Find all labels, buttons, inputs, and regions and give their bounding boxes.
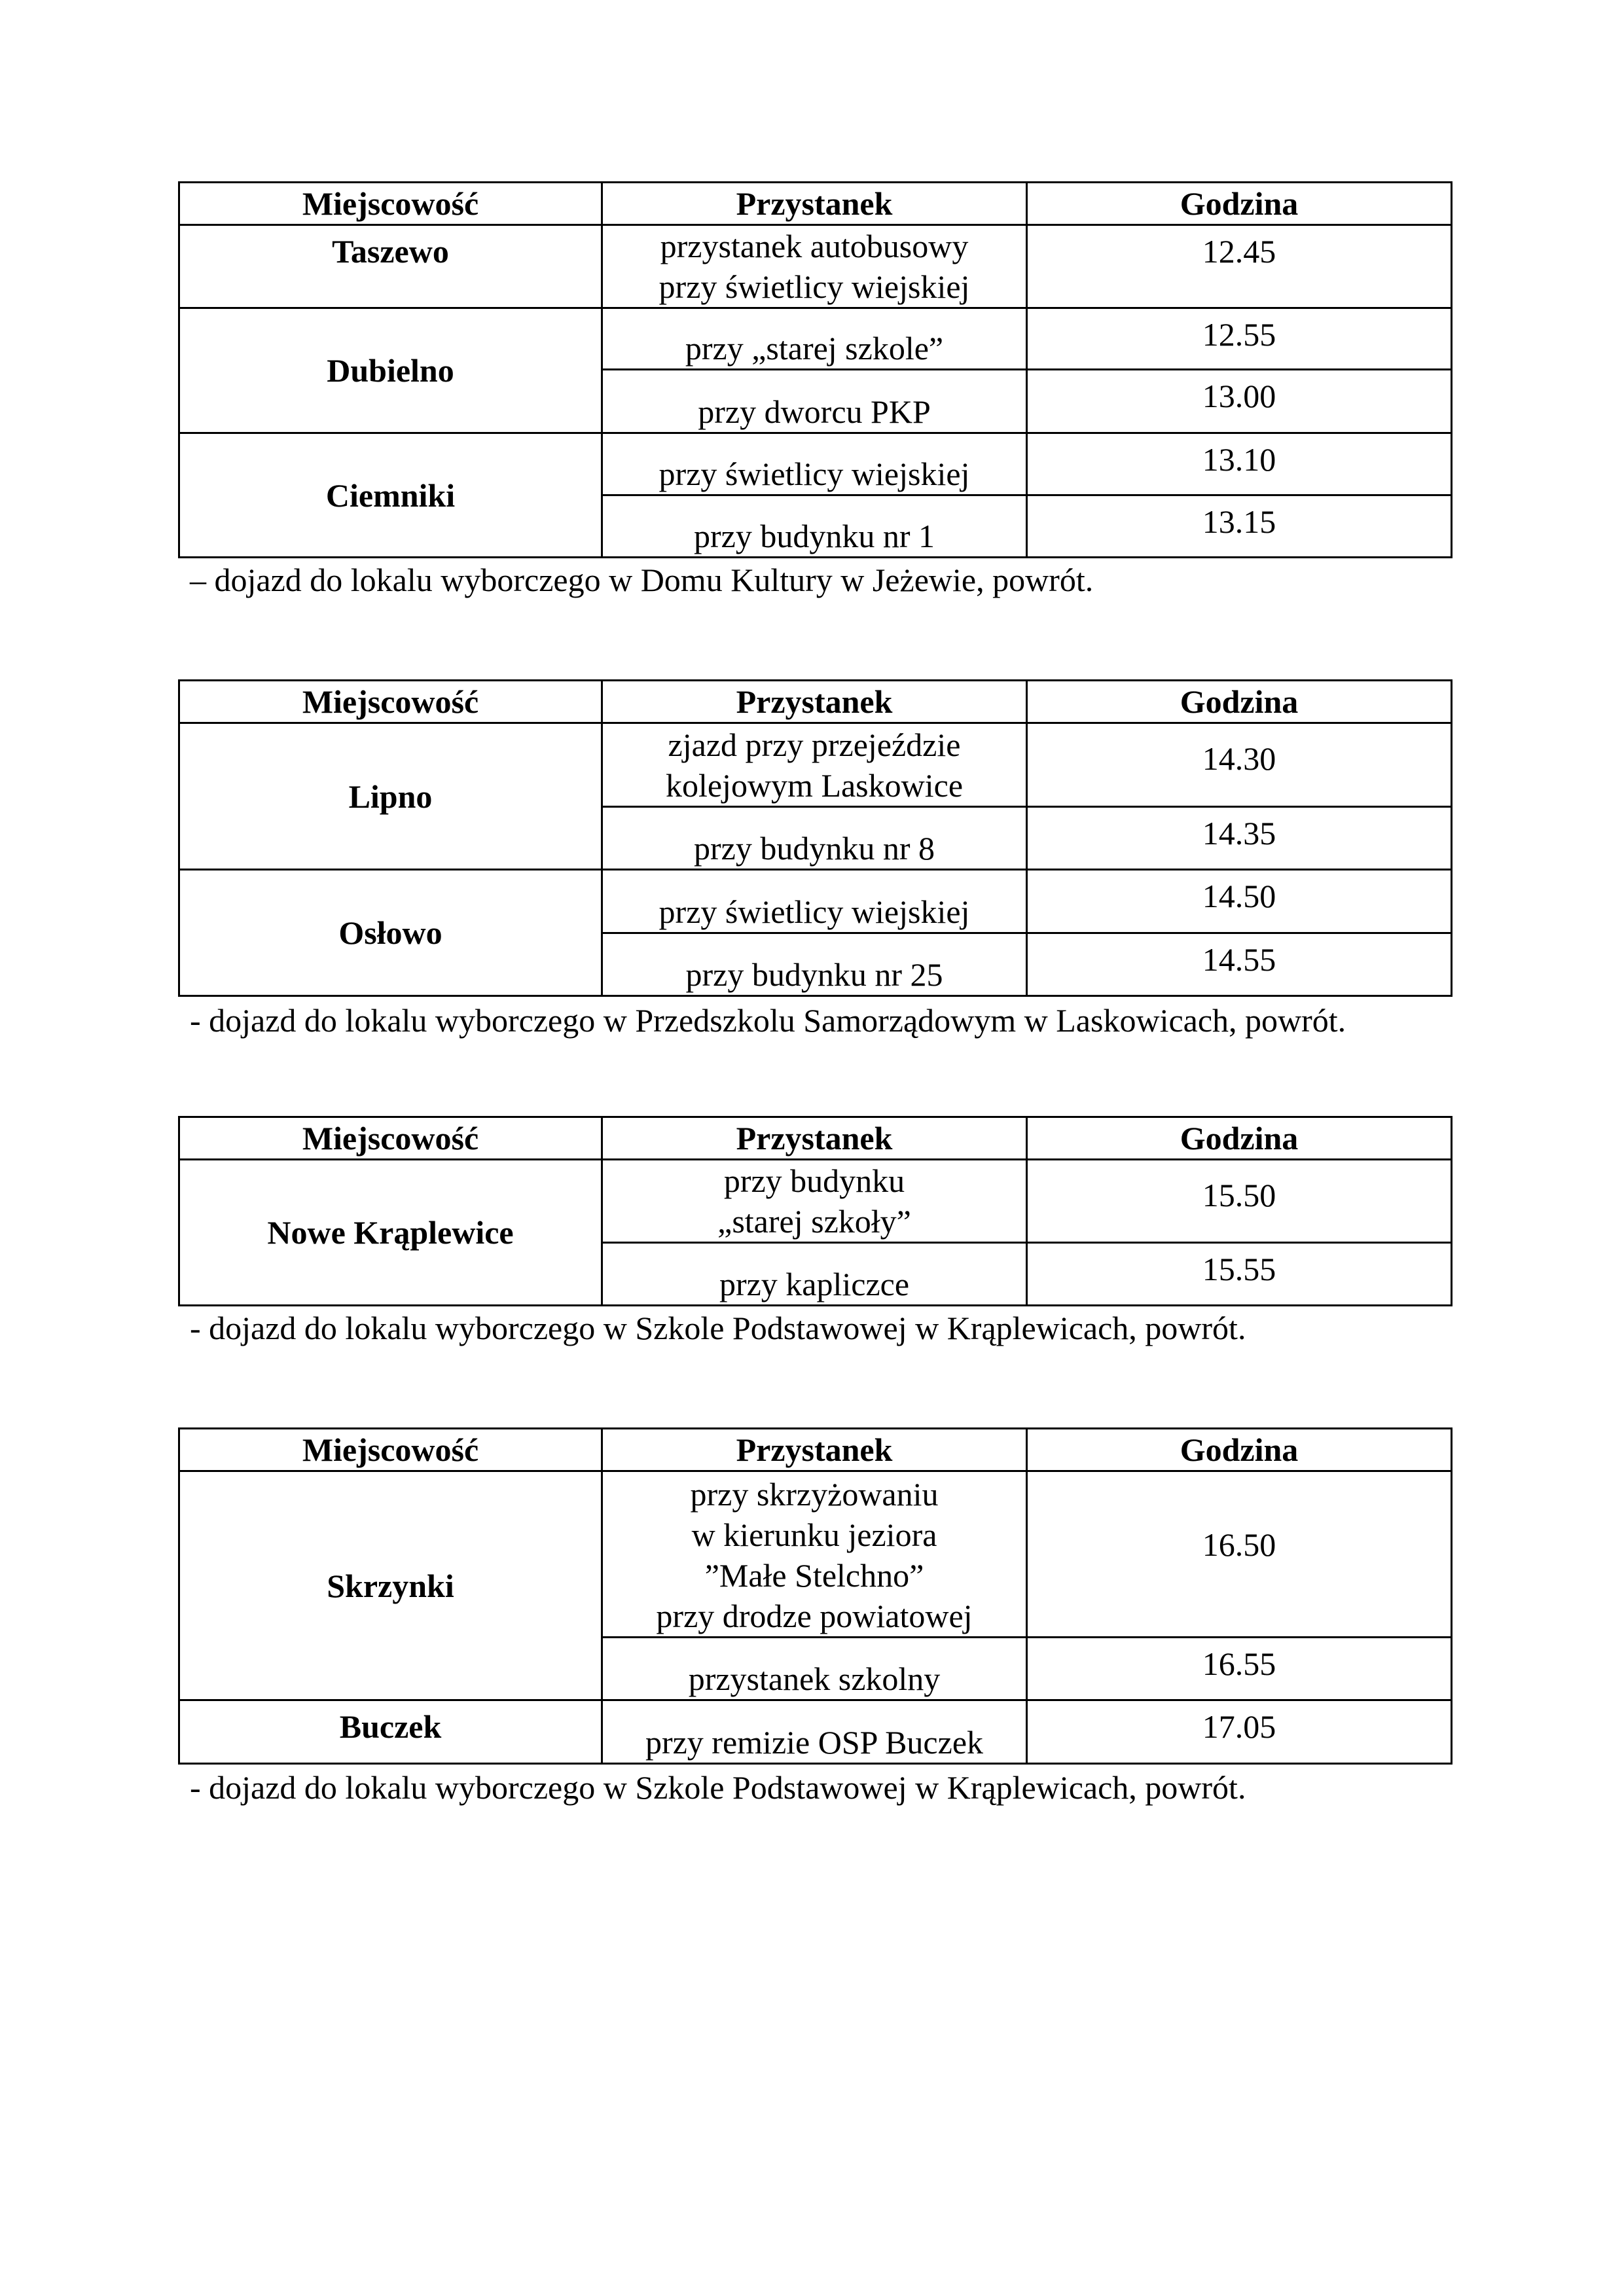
place-cell: Buczek	[179, 1700, 602, 1764]
stop-cell: zjazd przy przejeździe kolejowym Laskowice	[602, 723, 1027, 807]
time-cell: 15.50	[1027, 1160, 1452, 1243]
place-cell: Nowe Krąplewice	[179, 1160, 602, 1306]
time-cell: 14.55	[1027, 933, 1452, 996]
header-stop: Przystanek	[602, 1429, 1027, 1471]
time-cell: 12.45	[1027, 225, 1452, 308]
stop-cell: przy budynku nr 1	[602, 495, 1027, 558]
time-cell: 16.50	[1027, 1471, 1452, 1638]
stop-cell: przy budynku nr 25	[602, 933, 1027, 996]
table-row	[179, 225, 1452, 308]
stop-cell: przy budynku nr 8	[602, 807, 1027, 870]
place-cell: Taszewo	[179, 225, 602, 308]
stop-cell: przy skrzyżowaniu w kierunku jeziora ”Małe Stelchno” przy drodze powiatowej	[602, 1471, 1027, 1638]
stop-cell: przy remizie OSP Buczek	[602, 1700, 1027, 1764]
time-cell: 14.50	[1027, 870, 1452, 933]
table-header-row	[179, 1429, 1452, 1471]
route-note: - dojazd do lokalu wyborczego w Szkole Podstawowej w Krąplewicach, powrót.	[190, 1769, 1246, 1806]
header-stop: Przystanek	[602, 183, 1027, 225]
time-cell: 15.55	[1027, 1243, 1452, 1306]
place-cell: Ciemniki	[179, 433, 602, 558]
header-place: Miejscowość	[179, 681, 602, 723]
table-row	[179, 870, 1452, 933]
header-time: Godzina	[1027, 1117, 1452, 1160]
route-note: - dojazd do lokalu wyborczego w Przedszkolu Samorządowym w Laskowicach, powrót.	[190, 1002, 1346, 1039]
schedule-table-4	[178, 1427, 1453, 1765]
stop-cell: przy świetlicy wiejskiej	[602, 433, 1027, 495]
place-cell: Dubielno	[179, 308, 602, 433]
route-note: – dojazd do lokalu wyborczego w Domu Kultury w Jeżewie, powrót.	[190, 562, 1094, 598]
time-cell: 17.05	[1027, 1700, 1452, 1764]
table-row	[179, 433, 1452, 495]
header-stop: Przystanek	[602, 681, 1027, 723]
header-stop: Przystanek	[602, 1117, 1027, 1160]
table-row	[179, 1160, 1452, 1243]
stop-cell: przy budynku „starej szkoły”	[602, 1160, 1027, 1243]
table-row	[179, 1700, 1452, 1764]
place-cell: Lipno	[179, 723, 602, 870]
schedule-table-1	[178, 181, 1453, 558]
table-row	[179, 1471, 1452, 1638]
table-row	[179, 723, 1452, 807]
schedule-table-2	[178, 679, 1453, 997]
stop-cell: przy świetlicy wiejskiej	[602, 870, 1027, 933]
stop-cell: przystanek szkolny	[602, 1638, 1027, 1700]
time-cell: 13.00	[1027, 370, 1452, 433]
time-cell: 16.55	[1027, 1638, 1452, 1700]
table-header-row	[179, 1117, 1452, 1160]
header-time: Godzina	[1027, 681, 1452, 723]
table-header-row	[179, 681, 1452, 723]
schedule-table-3	[178, 1116, 1453, 1306]
stop-cell: przy kapliczce	[602, 1243, 1027, 1306]
stop-cell: przy dworcu PKP	[602, 370, 1027, 433]
time-cell: 12.55	[1027, 308, 1452, 370]
place-cell: Skrzynki	[179, 1471, 602, 1700]
table-row	[179, 308, 1452, 370]
header-place: Miejscowość	[179, 183, 602, 225]
stop-cell: przy „starej szkole”	[602, 308, 1027, 370]
stop-cell: przystanek autobusowy przy świetlicy wiejskiej	[602, 225, 1027, 308]
route-note: - dojazd do lokalu wyborczego w Szkole Podstawowej w Krąplewicach, powrót.	[190, 1310, 1246, 1346]
time-cell: 14.30	[1027, 723, 1452, 807]
header-time: Godzina	[1027, 1429, 1452, 1471]
time-cell: 13.10	[1027, 433, 1452, 495]
time-cell: 14.35	[1027, 807, 1452, 870]
time-cell: 13.15	[1027, 495, 1452, 558]
place-cell: Osłowo	[179, 870, 602, 996]
header-place: Miejscowość	[179, 1117, 602, 1160]
header-place: Miejscowość	[179, 1429, 602, 1471]
table-header-row	[179, 183, 1452, 225]
header-time: Godzina	[1027, 183, 1452, 225]
